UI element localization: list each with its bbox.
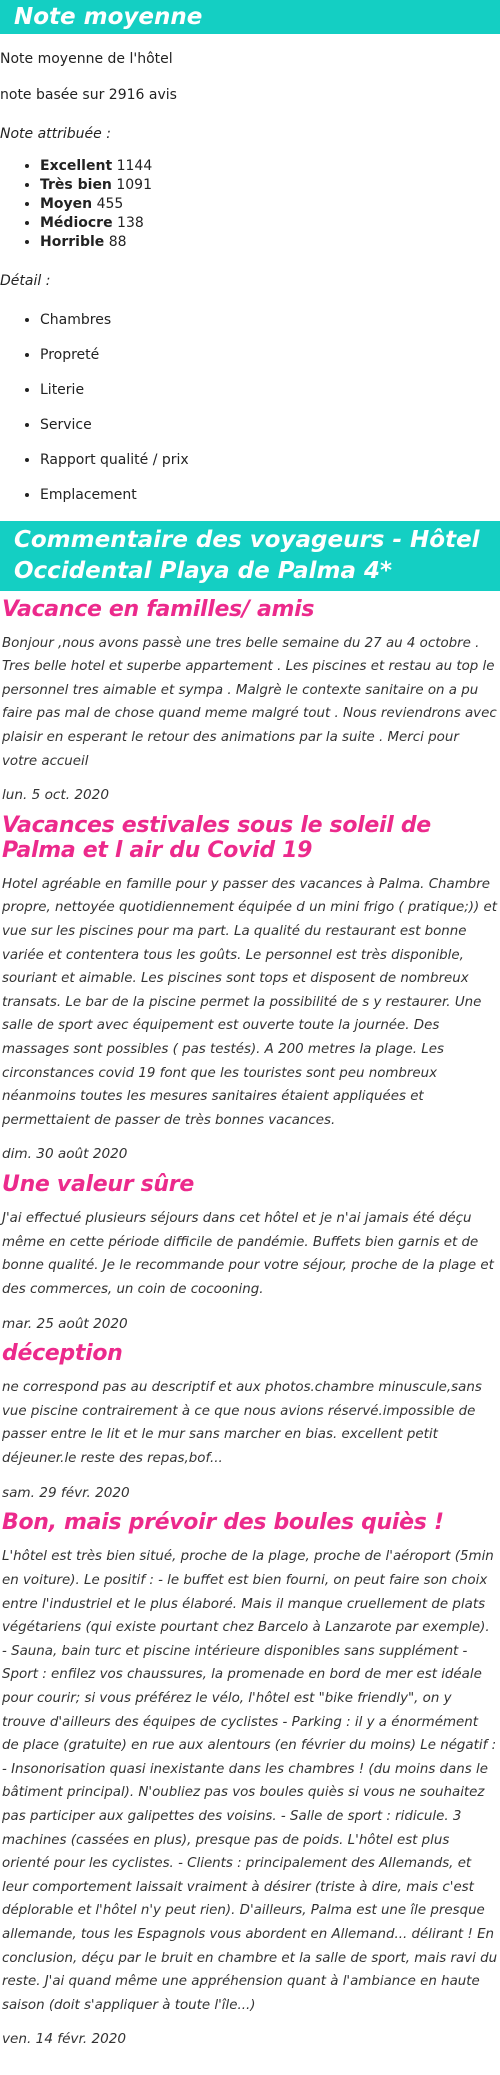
rating-label: Horrible (40, 234, 105, 251)
detail-item: • Rapport qualité / prix (40, 451, 500, 470)
detail-list (0, 311, 500, 505)
reviews-section-heading: Commentaire des voyageurs - Hôtel Occidental Playa de Palma 4* (0, 521, 500, 591)
rating-count: 1091 (116, 177, 152, 194)
review-title: déception (2, 1341, 123, 1367)
rating-item (40, 176, 500, 195)
review-date: mar. 25 août 2020 (2, 1315, 128, 1332)
rating-count: 455 (96, 196, 124, 213)
review-text: ne correspond pas au descriptif et aux photos.chambre minuscule,sans vue piscine contrairement à ce que nous avions réservé.impossible de passer entre le lit et le mur sans marcher en bias. excellent petit déjeuner.le reste des repas,bof... (2, 1380, 482, 1467)
detail-label: Détail : (0, 273, 51, 290)
review-title: Bon, mais prévoir des boules quiès ! (2, 1510, 444, 1536)
detail-item: • Literie (40, 381, 500, 400)
review-title: Une valeur sûre (2, 1172, 194, 1198)
review-count: note basée sur 2916 avis (0, 87, 177, 104)
rating-item (40, 214, 500, 233)
note-section (0, 48, 500, 505)
attributed-label: Note attribuée : (0, 125, 111, 142)
rating-count: 88 (108, 234, 127, 251)
rating-label: Très bien (40, 177, 112, 194)
review-text: Hotel agréable en famille pour y passer des vacances à Palma. Chambre propre, nettoyée quotidiennement équipée d un mini frigo ( pratique;)) et vue sur les piscines pour ma part. La qualité du restaurant est bonne variée et contentera tous les goûts. Le personnel est très disponible, souriant et aimable. Les piscines sont tops et disposent de nombreux transats. Le bar de la piscine permet la possibilité de s y restaurer. Une salle de sport avec équipement est ouverte toute la journée. Des massages sont possibles ( pas testés). A 200 metres la plage. Les circonstances covid 19 font que les touristes sont peu nombreux néanmoins toutes les mesures sanitaires étaient appliquées et permettaient de passer de très bonnes vacances. (2, 876, 498, 1128)
review-date: sam. 29 févr. 2020 (2, 1484, 130, 1501)
rating-label: Excellent (40, 158, 113, 175)
detail-item: • Service (40, 416, 500, 435)
rating-count: 138 (117, 215, 144, 232)
rating-label: Médiocre (40, 215, 113, 232)
detail-item: • Emplacement (40, 486, 500, 505)
review-date: dim. 30 août 2020 (2, 1146, 128, 1163)
review-item (2, 597, 498, 807)
rating-label: Moyen (40, 196, 93, 213)
review-item (2, 1510, 498, 2051)
review-date: lun. 5 oct. 2020 (2, 787, 109, 804)
review-text: Bonjour ,nous avons passè une tres belle semaine du 27 au 4 octobre . Tres belle hotel et superbe appartement . Les piscines et restau au top le personnel tres aimable et sympa . Malgrè le contexte sanitaire on a pu faire pas mal de chose quand meme malgré tout . Nous reviendrons avec plaisir en esperant le retour des animations par la suite . Merci pour votre accueil (2, 635, 497, 769)
rating-item (40, 233, 500, 252)
review-item (2, 1172, 498, 1335)
review-title: Vacance en familles/ amis (2, 596, 315, 622)
rating-count: 1144 (116, 158, 153, 175)
rating-list (0, 157, 500, 252)
rating-item (40, 157, 500, 176)
detail-item: • Chambres (40, 311, 500, 330)
note-section-heading: Note moyenne (0, 0, 500, 34)
review-item (2, 813, 498, 1166)
review-date: ven. 14 févr. 2020 (2, 2031, 127, 2048)
rating-item (40, 195, 500, 214)
reviews-list (0, 597, 500, 2051)
hotel-rating-label: Note moyenne de l'hôtel (0, 51, 173, 67)
review-item (2, 1341, 498, 1504)
review-text: L'hôtel est très bien situé, proche de la plage, proche de l'aéroport (5min en voiture). Le positif : - le buffet est bien fourni, on peut faire son choix entre l'industriel et le plus élaboré. Mais il manque cruellement de plats végétariens (qui existe pourtant chez Barcelo à Lanzarote par exemple). - Sauna, bain turc et piscine intérieure disponibles sans supplément - Sport : enfilez vos chaussures, la promenade en bord de mer est idéale pour courir; si vous préférez le vélo, l'hôtel est "bike friendly", on y trouve d'ailleurs des équipes de cyclistes - Parking : il y a énormément de place (gratuite) en rue aux alentours (en février du moins) Le négatif : - Insonorisation quasi inexistante dans les chambres ! (du moins dans le bâtiment principal). N'oubliez pas vos boules quiès si vous ne souhaitez pas participer aux galipettes des voisins. - Salle de sport : ridicule. 3 machines (cassées en plus), presque pas de poids. L'hôtel est plus orienté pour les cyclistes. - Clients : principalement des Allemands, et leur comportement laissait vraiment à désirer (triste à dire, mais c'est déplorable et l'hôtel n'y peut rien). D'ailleurs, Palma est une île presque allemande, tous les Espagnols vous abordent en Allemand... délirant ! En conclusion, déçu par le bruit en chambre et la salle de sport, mais ravi du reste. J'ai quand même une appréhension quant à l'ambiance en haute saison (doit s'appliquer à toute l'île...) (2, 1549, 498, 2013)
detail-item: • Propreté (40, 346, 500, 365)
review-text: J'ai effectué plusieurs séjours dans cet hôtel et je n'ai jamais été déçu même en cette période difficile de pandémie. Buffets bien garnis et de bonne qualité. Je le recommande pour votre séjour, proche de la plage et des commerces, un coin de cocooning. (2, 1211, 494, 1297)
review-title: Vacances estivales sous le soleil de Palma et l air du Covid 19 (2, 812, 431, 863)
